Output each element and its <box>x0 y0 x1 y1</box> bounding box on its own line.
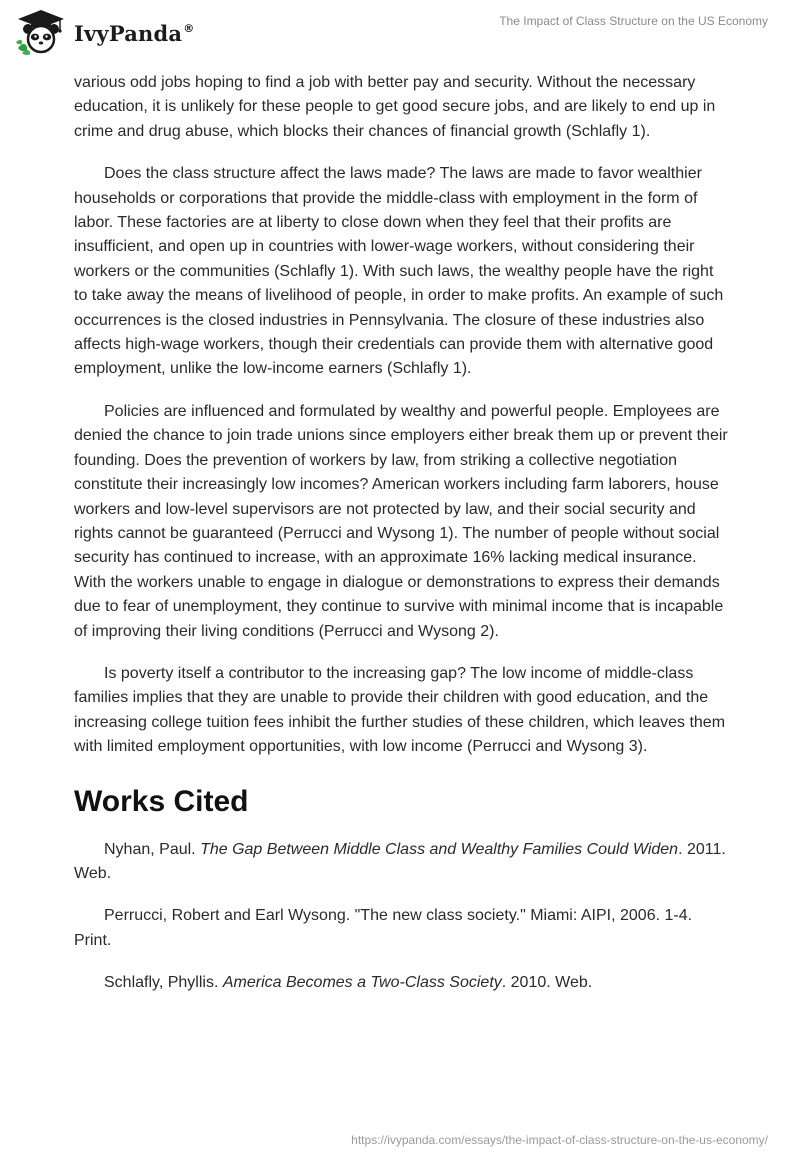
citation-3-author: Schlafly, Phyllis. <box>104 974 223 992</box>
page-header <box>0 0 800 66</box>
logo-text: IvyPanda <box>74 20 183 46</box>
citation-1-author: Nyhan, Paul. <box>104 840 201 858</box>
citation-entry-1 <box>74 838 728 887</box>
citation-2-text: Perrucci, Robert and Earl Wysong. "The new class society." Miami: AIPI, 2006. 1-4. Print. <box>74 907 693 949</box>
citation-3-title: America Becomes a Two-Class Society <box>222 974 502 992</box>
panda-graduate-icon <box>14 8 68 56</box>
body-paragraph-3: Policies are influenced and formulated by wealthy and powerful people. Employees are denied the chance to join trade unions since employers either break them up or prevent their founding. Does the prevention of workers by law, from striking a collective negotiation constitute their increasingly low incomes? American workers including farm laborers, house workers and low-level supervisors are not protected by law, and their social security and rights cannot be guaranteed (Perrucci and Wysong 1). The number of people without social security has continued to increase, with an approximate 16% lacking medical insurance. With the workers unable to engage in dialogue or demonstrations to express their demands due to fear of unemployment, they continue to survive with minimal income that is incapable of improving their living conditions (Perrucci and Wysong 2). <box>74 402 728 640</box>
source-url-link[interactable]: https://ivypanda.com/essays/the-impact-of-class-structure-on-the-us-economy/ <box>351 1133 768 1147</box>
essay-content <box>74 71 728 1014</box>
body-paragraph-2: Does the class structure affect the laws made? The laws are made to favor wealthier households or corporations that provide the middle-class with employment in the form of labor. These factories are at liberty to close down when they feel that their profits are insufficient, and open up in countries with lower-wage workers, without considering their workers or the communities (Schlafly 1). With such laws, the wealthy people have the right to take away the means of livelihood of people, in order to make profits. An example of such occurrences is the closed industries in Pennsylvania. The closure of these industries also affects high-wage workers, though their credentials can provide them with alternative good employment, unlike the low-income earners (Schlafly 1). <box>74 165 724 378</box>
citation-1-title: The Gap Between Middle Class and Wealthy Families Could Widen <box>200 840 679 858</box>
citation-3-details: . 2010. Web. <box>501 974 593 992</box>
citation-1-details: . 2011. Web. <box>74 840 726 882</box>
document-title: The Impact of Class Structure on the US Economy <box>499 14 768 28</box>
citation-entry-2 <box>74 904 728 953</box>
ivypanda-logo[interactable] <box>14 8 194 56</box>
registered-mark: ® <box>183 21 195 35</box>
works-cited-heading: Works Cited <box>74 784 249 818</box>
citation-entry-3 <box>74 971 728 995</box>
logo-wordmark <box>74 21 194 46</box>
body-paragraph-4: Is poverty itself a contributor to the increasing gap? The low income of middle-class families implies that they are unable to provide their children with good education, and the increasing college tuition fees inhibit the further studies of these children, which leaves them with limited employment opportunities, with low income (Perrucci and Wysong 3). <box>74 664 726 756</box>
body-paragraph-1: various odd jobs hoping to find a job with better pay and security. Without the necessary education, it is unlikely for these people to get good secure jobs, and are likely to end up in crime and drug abuse, which blocks their chances of financial growth (Schlafly 1). <box>74 74 716 140</box>
